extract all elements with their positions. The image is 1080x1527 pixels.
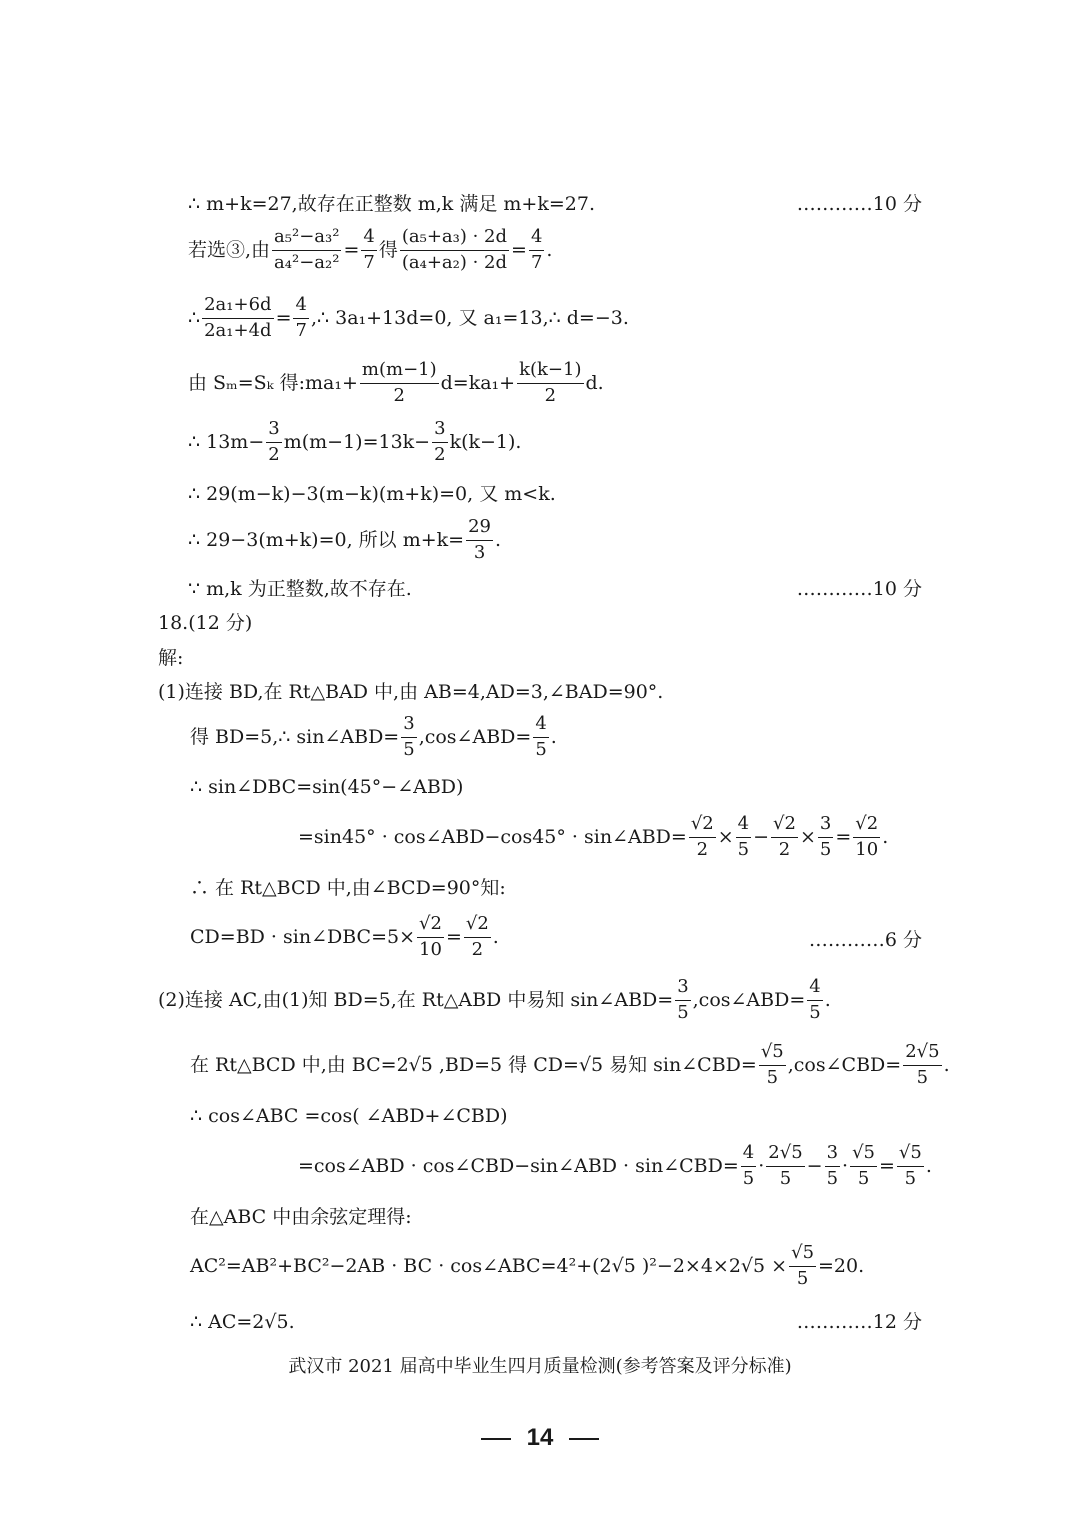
fraction xyxy=(360,361,439,406)
fraction xyxy=(675,978,690,1023)
fraction xyxy=(417,915,444,960)
solution-line xyxy=(298,815,888,860)
solution-line: ∴ sin∠DBC=sin(45°−∠ABD) xyxy=(190,776,464,798)
fraction xyxy=(789,1244,816,1289)
text-segment: =sin45° · cos∠ABD−cos45° · sin∠ABD= xyxy=(298,825,687,848)
text-segment: 由 Sₘ=Sₖ 得:ma₁+ xyxy=(188,371,358,394)
numerator: √2 xyxy=(771,815,798,838)
fraction xyxy=(361,228,376,273)
text-segment: ,cos∠ABD= xyxy=(418,725,532,748)
solution-line xyxy=(188,228,552,273)
denominator: (a₄+a₂) · 2d xyxy=(401,251,508,273)
fraction xyxy=(807,978,822,1023)
score-marker: …………12 分 xyxy=(796,1311,922,1333)
denominator: 3 xyxy=(473,541,486,563)
text-segment: − xyxy=(753,825,770,848)
text-segment: ∴ xyxy=(188,306,201,329)
numerator: 3 xyxy=(266,420,281,443)
denominator: 5 xyxy=(779,1167,792,1189)
numerator: 4 xyxy=(807,978,822,1001)
fraction xyxy=(293,296,308,341)
text-segment: ,cos∠ABD= xyxy=(692,988,806,1011)
numerator: 4 xyxy=(361,228,376,251)
text-segment: . xyxy=(495,528,502,551)
text-segment: − xyxy=(806,1154,823,1177)
denominator: 5 xyxy=(403,738,415,760)
solution-label: 解: xyxy=(158,647,184,669)
text-segment: ,cos∠CBD= xyxy=(787,1053,902,1076)
denominator: 2 xyxy=(471,938,484,960)
solution-line: ∵ m,k 为正整数,故不存在. xyxy=(188,578,412,600)
question-header: 18.(12 分) xyxy=(158,612,253,634)
text-segment: ∴ 13m− xyxy=(188,430,265,453)
numerator: 4 xyxy=(293,296,308,319)
denominator: 5 xyxy=(796,1267,809,1289)
denominator: 5 xyxy=(742,1167,755,1189)
denominator: 5 xyxy=(904,1167,917,1189)
denominator: 5 xyxy=(857,1167,870,1189)
text-segment: × xyxy=(717,825,734,848)
solution-line: (1)连接 BD,在 Rt△BAD 中,由 AB=4,AD=3,∠BAD=90°. xyxy=(158,681,664,703)
denominator: 7 xyxy=(530,251,543,273)
solution-line xyxy=(188,296,629,341)
denominator: 5 xyxy=(819,838,832,860)
numerator: 3 xyxy=(675,978,690,1001)
text-segment: · xyxy=(842,1154,849,1177)
solution-line xyxy=(190,1043,950,1088)
fraction xyxy=(529,228,544,273)
fraction xyxy=(759,1043,786,1088)
denominator: 7 xyxy=(363,251,375,273)
text-segment: AC²=AB²+BC²−2AB · BC · cos∠ABC=4²+(2√5 )²−2×4×2√5 × xyxy=(190,1254,788,1277)
text-segment: = xyxy=(275,306,292,329)
numerator: √2 xyxy=(853,815,880,838)
fraction xyxy=(736,815,751,860)
denominator: 2 xyxy=(778,838,791,860)
text-segment: = xyxy=(879,1154,895,1177)
fraction xyxy=(850,1144,877,1189)
numerator: √5 xyxy=(789,1244,816,1267)
fraction xyxy=(533,715,548,760)
score-marker: …………6 分 xyxy=(808,929,922,951)
solution-line xyxy=(298,1144,932,1189)
denominator: 5 xyxy=(766,1066,779,1088)
numerator: a₅²−a₃² xyxy=(272,228,341,251)
text-segment: = xyxy=(511,238,527,261)
text-segment: . xyxy=(824,988,831,1011)
denominator: 5 xyxy=(826,1167,839,1189)
dash-right xyxy=(569,1438,599,1440)
numerator: √5 xyxy=(850,1144,877,1167)
text-segment: . xyxy=(550,725,557,748)
fraction xyxy=(400,228,509,273)
fraction xyxy=(202,296,273,341)
fraction xyxy=(466,518,493,563)
dash-left xyxy=(481,1438,511,1440)
text-segment: · xyxy=(758,1154,765,1177)
text-segment: ,∴ 3a₁+13d=0, 又 a₁=13,∴ d=−3. xyxy=(310,306,629,329)
solution-line xyxy=(188,518,501,563)
numerator: 3 xyxy=(818,815,833,838)
denominator: 10 xyxy=(419,938,442,960)
numerator: 4 xyxy=(741,1144,756,1167)
text-segment: . xyxy=(925,1154,932,1177)
denominator: 2a₁+4d xyxy=(204,319,272,341)
fraction xyxy=(517,361,583,406)
numerator: √5 xyxy=(897,1144,924,1167)
numerator: m(m−1) xyxy=(360,361,439,384)
numerator: 4 xyxy=(529,228,544,251)
numerator: 3 xyxy=(825,1144,840,1167)
solution-line xyxy=(190,915,499,960)
fraction xyxy=(897,1144,924,1189)
solution-line: 在△ABC 中由余弦定理得: xyxy=(190,1206,412,1228)
fraction xyxy=(766,1144,804,1189)
fraction xyxy=(272,228,341,273)
numerator: 3 xyxy=(401,715,416,738)
fraction xyxy=(903,1043,941,1088)
page-number xyxy=(0,1424,1080,1452)
solution-line xyxy=(188,420,521,465)
fraction xyxy=(853,815,880,860)
text-segment: = xyxy=(445,925,462,948)
solution-line xyxy=(190,715,557,760)
denominator: 5 xyxy=(916,1066,929,1088)
fraction xyxy=(741,1144,756,1189)
fraction xyxy=(825,1144,840,1189)
denominator: 5 xyxy=(809,1001,821,1023)
numerator: 4 xyxy=(736,815,751,838)
solution-line: ∴ 在 Rt△BCD 中,由∠BCD=90°知: xyxy=(190,877,506,899)
text-segment: =cos∠ABD · cos∠CBD−sin∠ABD · sin∠CBD= xyxy=(298,1154,739,1177)
fraction xyxy=(689,815,716,860)
solution-line: ∴ cos∠ABC =cos( ∠ABD+∠CBD) xyxy=(190,1105,508,1127)
text-segment: =20. xyxy=(818,1254,865,1277)
numerator: √2 xyxy=(417,915,444,938)
numerator: 3 xyxy=(432,420,447,443)
denominator: 7 xyxy=(295,319,307,341)
solution-line xyxy=(188,361,604,406)
text-segment: . xyxy=(882,825,889,848)
text-segment: d. xyxy=(585,371,604,394)
text-segment: . xyxy=(492,925,499,948)
text-segment: d=ka₁+ xyxy=(440,371,516,394)
text-segment: ∴ 29−3(m+k)=0, 所以 m+k= xyxy=(188,528,465,551)
text-segment: k(k−1). xyxy=(449,430,522,453)
text-segment: 得 BD=5,∴ sin∠ABD= xyxy=(190,725,400,748)
denominator: 5 xyxy=(737,838,750,860)
numerator: √5 xyxy=(759,1043,786,1066)
denominator: 2 xyxy=(696,838,709,860)
solution-line xyxy=(158,978,831,1023)
text-segment: × xyxy=(799,825,816,848)
denominator: 10 xyxy=(855,838,879,860)
numerator: 2√5 xyxy=(766,1144,804,1167)
text-segment: . xyxy=(546,238,553,261)
denominator: 5 xyxy=(535,738,547,760)
numerator: k(k−1) xyxy=(517,361,583,384)
text-segment: 得 xyxy=(378,238,398,261)
fraction xyxy=(432,420,447,465)
text-segment: CD=BD · sin∠DBC=5× xyxy=(190,925,416,948)
numerator: 2√5 xyxy=(903,1043,941,1066)
numerator: (a₅+a₃) · 2d xyxy=(400,228,509,251)
text-segment: = xyxy=(343,238,360,261)
denominator: 2 xyxy=(393,384,405,406)
text-segment: . xyxy=(943,1053,950,1076)
fraction xyxy=(464,915,491,960)
numerator: √2 xyxy=(689,815,716,838)
solution-line: ∴ AC=2√5. xyxy=(190,1311,295,1333)
footer-caption: 武汉市 2021 届高中毕业生四月质量检测(参考答案及评分标准) xyxy=(288,1356,792,1377)
text-segment: = xyxy=(835,825,852,848)
denominator: 2 xyxy=(544,384,557,406)
fraction xyxy=(401,715,416,760)
text-segment: (2)连接 AC,由(1)知 BD=5,在 Rt△ABD 中易知 sin∠ABD= xyxy=(158,988,674,1011)
score-marker: …………10 分 xyxy=(796,193,922,215)
score-marker: …………10 分 xyxy=(796,578,922,600)
solution-line xyxy=(190,1244,864,1289)
numerator: 2a₁+6d xyxy=(202,296,273,319)
denominator: 2 xyxy=(434,443,446,465)
denominator: a₄²−a₂² xyxy=(274,251,340,273)
text-segment: m(m−1)=13k− xyxy=(283,430,431,453)
denominator: 5 xyxy=(677,1001,689,1023)
text-segment: 若选③,由 xyxy=(188,238,271,261)
numerator: √2 xyxy=(464,915,491,938)
solution-line: ∴ 29(m−k)−3(m−k)(m+k)=0, 又 m<k. xyxy=(188,483,556,505)
fraction xyxy=(266,420,281,465)
fraction xyxy=(818,815,833,860)
text-segment: 在 Rt△BCD 中,由 BC=2√5 ,BD=5 得 CD=√5 易知 sin∠CBD= xyxy=(190,1053,757,1076)
fraction xyxy=(771,815,798,860)
numerator: 29 xyxy=(466,518,493,541)
numerator: 4 xyxy=(533,715,548,738)
solution-line: ∴ m+k=27,故存在正整数 m,k 满足 m+k=27. xyxy=(188,193,595,215)
denominator: 2 xyxy=(268,443,280,465)
page-number-value: 14 xyxy=(526,1424,554,1451)
